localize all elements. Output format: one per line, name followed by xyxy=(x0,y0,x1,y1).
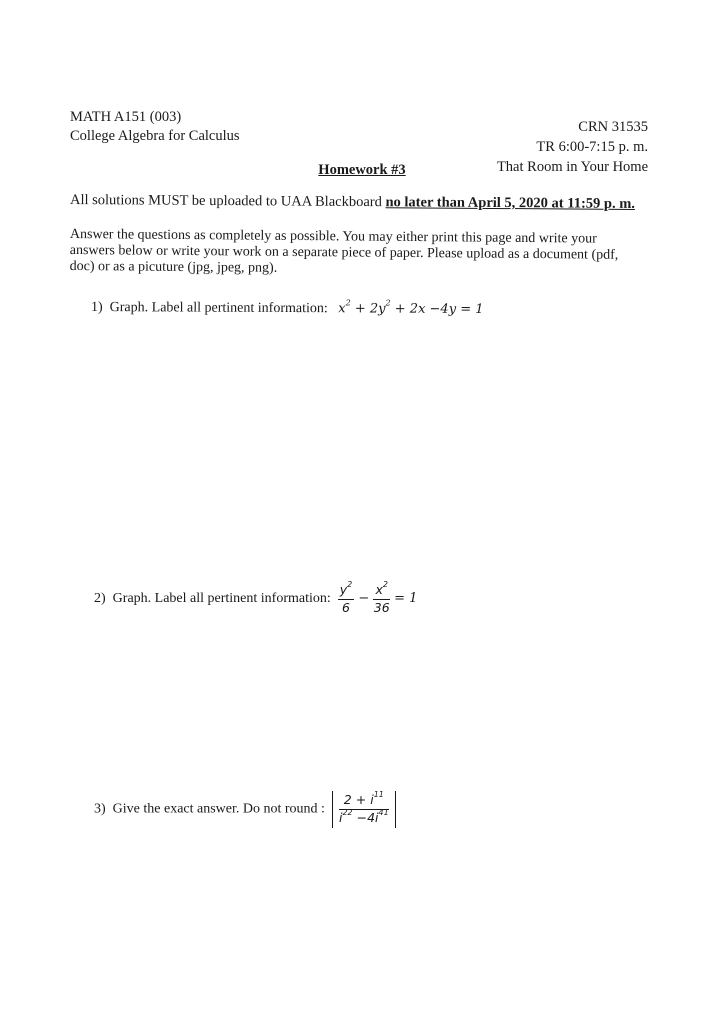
absolute-value-expression xyxy=(332,791,396,828)
question-1 xyxy=(91,300,484,318)
equation-1: $x^2 + 2y^2 + 2x -4y = 1$ xyxy=(338,298,484,318)
deadline-date: no later than April 5, 2020 at 11:59 p. m. xyxy=(385,194,636,212)
equation-2: $\frac{y^2}{6}$ − $\frac{x^2}{36}$ = 1 xyxy=(339,580,418,615)
class-location: That Room in Your Home xyxy=(496,159,648,175)
deadline-prefix: All solutions MUST be uploaded to UAA Blackboard xyxy=(69,192,382,211)
question-number: 2) xyxy=(94,591,106,606)
question-prompt: Graph. Label all pertinent information: xyxy=(112,591,331,606)
deadline-notice xyxy=(70,192,635,213)
question-prompt: Give the exact answer. Do not round : xyxy=(112,801,325,817)
fraction-y: $\frac{y^2}{6}$ xyxy=(339,580,353,615)
question-2 xyxy=(94,582,417,615)
page-title: Homework #3 xyxy=(318,162,406,178)
question-prompt: Graph. Label all pertinent information: xyxy=(109,300,328,317)
question-number: 1) xyxy=(90,300,103,316)
question-3 xyxy=(94,791,396,828)
class-time: TR 6:00-7:15 p. m. xyxy=(536,139,648,155)
crn-number: CRN 31535 xyxy=(578,119,648,135)
question-number: 3) xyxy=(94,801,106,817)
instructions: Answer the questions as completely as possible. You may either print this page and write your answers below or write your work on a separate piece of paper. Please upload as a document (pdf, doc) or as a picuture (jpg, jpeg, png). xyxy=(69,227,619,276)
course-info xyxy=(70,108,240,146)
course-code: MATH A151 (003) xyxy=(70,109,182,125)
fraction-x: $\frac{x^2}{36}$ xyxy=(373,580,390,615)
complex-fraction: $\frac{2 + i^{11}}{i^{22} -4i^{41}}$ xyxy=(338,790,389,825)
course-name: College Algebra for Calculus xyxy=(70,128,240,144)
